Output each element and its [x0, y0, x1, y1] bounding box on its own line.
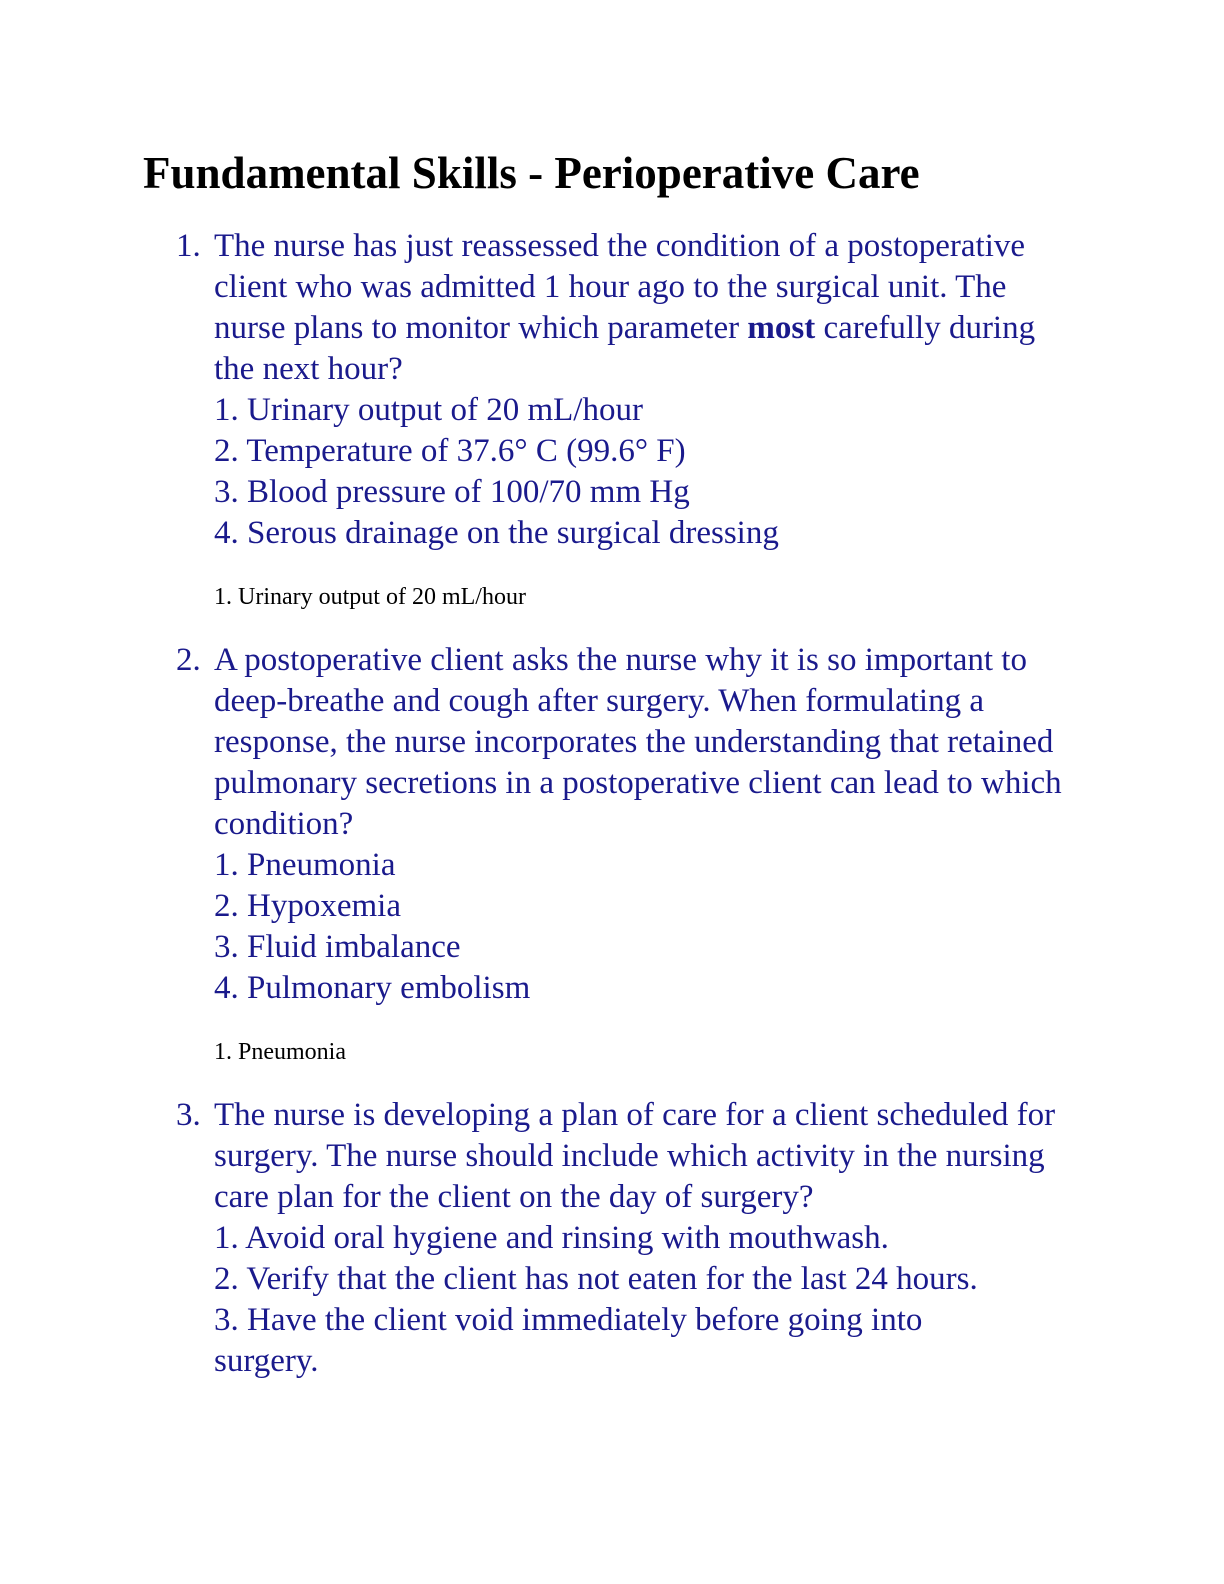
answer-option: 3. Blood pressure of 100/70 mm Hg [214, 474, 690, 510]
answer-option: 2. Temperature of 37.6° C (99.6° F) [214, 433, 686, 469]
answer-option: 3. Fluid imbalance [214, 929, 461, 965]
answer-option: 1. Avoid oral hygiene and rinsing with mouthwash. [214, 1220, 889, 1256]
question-number: 2. [176, 642, 201, 678]
question-1 [176, 226, 1076, 554]
answer-option: 1. Pneumonia [214, 847, 396, 883]
question-body [214, 640, 1076, 1009]
question-stem-text: The nurse has just reassessed the condition of a postoperative client who was admitted 1 hour ago to the surgical unit. The nurse plans to monitor which parameter [214, 228, 1026, 346]
answer-option: 4. Pulmonary embolism [214, 970, 531, 1006]
answer-option: 4. Serous drainage on the surgical dressing [214, 515, 779, 551]
question-stem-text: carefully during the next hour? [214, 310, 1036, 387]
question-3 [176, 1095, 1076, 1382]
correct-answer: 1. Urinary output of 20 mL/hour [214, 584, 526, 610]
question-number: 3. [176, 1097, 201, 1133]
answer-option: 2. Hypoxemia [214, 888, 401, 924]
question-2 [176, 640, 1076, 1009]
answer-option: 3. Have the client void immediately before going into surgery. [214, 1302, 923, 1379]
correct-answer: 1. Pneumonia [214, 1039, 346, 1065]
question-body [214, 226, 1076, 554]
answer-option: 1. Urinary output of 20 mL/hour [214, 392, 643, 428]
answer-option: 2. Verify that the client has not eaten for the last 24 hours. [214, 1261, 978, 1297]
page-title: Fundamental Skills - Perioperative Care [143, 148, 920, 198]
question-stem [214, 226, 1076, 390]
question-stem: The nurse is developing a plan of care for a client scheduled for surgery. The nurse should include which activity in the nursing care plan for the client on the day of surgery? [214, 1097, 1056, 1215]
question-stem: A postoperative client asks the nurse why it is so important to deep-breathe and cough after surgery. When formulating a response, the nurse incorporates the understanding that retained pulmonary secretions in a postoperative client can lead to which condition? [214, 642, 1062, 842]
question-stem-emphasis: most [747, 310, 816, 346]
question-body [214, 1095, 1076, 1382]
question-number: 1. [176, 228, 201, 264]
